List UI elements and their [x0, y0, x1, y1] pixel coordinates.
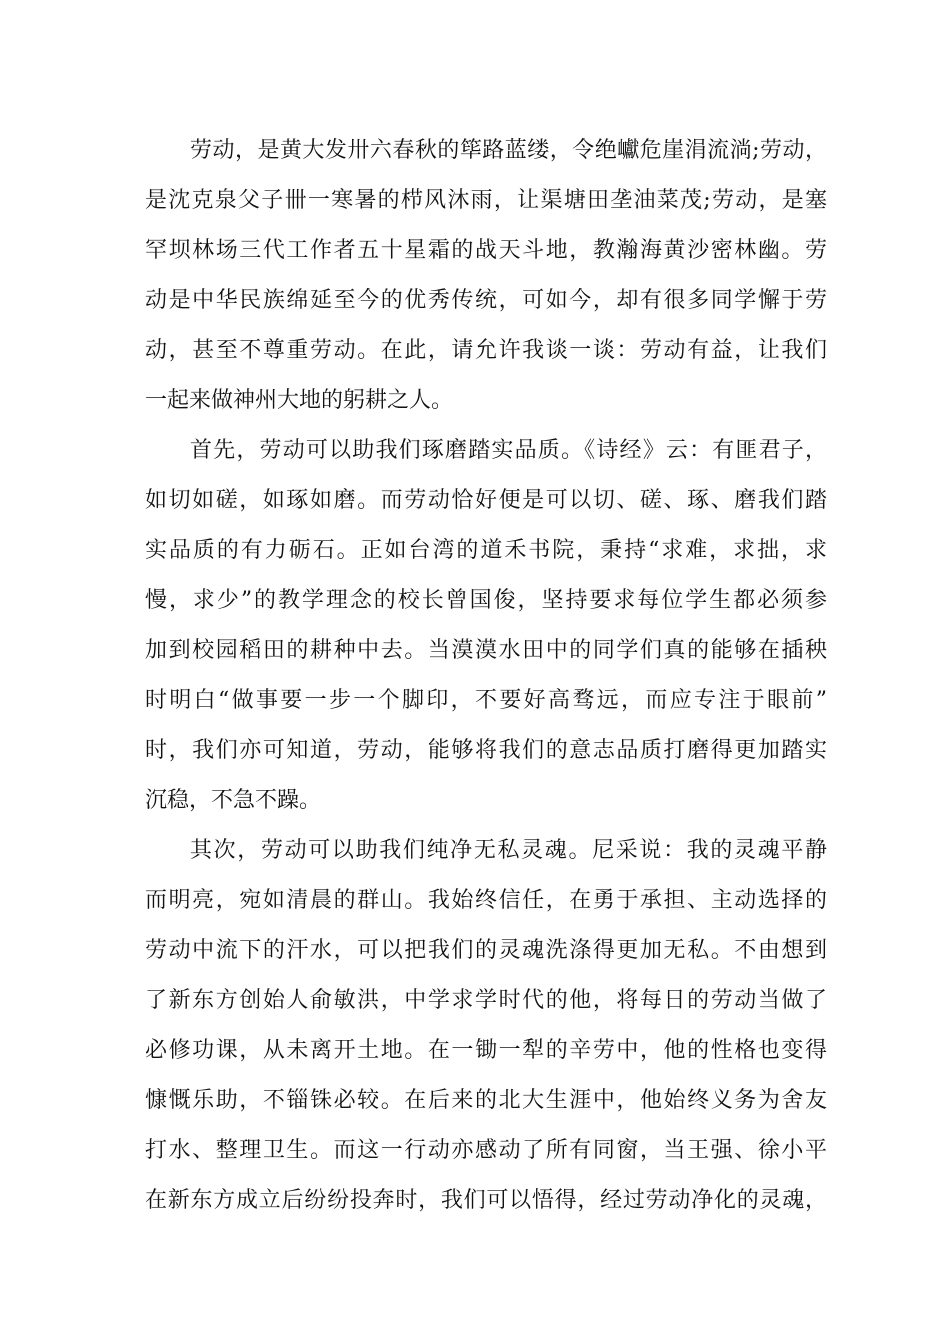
text-line: 慢，求少”的教学理念的校长曾国俊，坚持要求每位学生都必须参 — [145, 588, 827, 613]
text-line: 劳动中流下的汗水，可以把我们的灵魂洗涤得更加无私。不由想到 — [145, 938, 827, 963]
text-line: 而明亮，宛如清晨的群山。我始终信任，在勇于承担、主动选择的 — [145, 888, 827, 913]
text-line: 沉稳，不急不躁。 — [145, 788, 322, 813]
text-line: 时，我们亦可知道，劳动，能够将我们的意志品质打磨得更加踏实 — [145, 738, 827, 763]
text-line: 动是中华民族绵延至今的优秀传统，可如今，却有很多同学懈于劳 — [145, 288, 827, 313]
text-line: 如切如磋，如琢如磨。而劳动恰好便是可以切、磋、琢、磨我们踏 — [145, 488, 827, 513]
text-line: 在新东方成立后纷纷投奔时，我们可以悟得，经过劳动净化的灵魂， — [145, 1188, 827, 1213]
text-line: 实品质的有力砺石。正如台湾的道禾书院，秉持“求难，求拙，求 — [145, 538, 827, 563]
text-line: 首先，劳动可以助我们琢磨踏实品质。《诗经》云：有匪君子， — [190, 438, 827, 463]
text-line: 时明白“做事要一步一个脚印，不要好高骛远，而应专注于眼前” — [145, 688, 827, 713]
text-line: 动，甚至不尊重劳动。在此，请允许我谈一谈：劳动有益，让我们 — [145, 338, 827, 363]
text-line: 一起来做神州大地的躬耕之人。 — [145, 388, 454, 413]
text-line: 打水、整理卫生。而这一行动亦感动了所有同窗，当王强、徐小平 — [145, 1138, 827, 1163]
text-line: 必修功课，从未离开土地。在一锄一犁的辛劳中，他的性格也变得 — [145, 1038, 827, 1063]
text-line: 劳动，是黄大发卅六春秋的筚路蓝缕，令绝巘危崖涓流淌;劳动， — [190, 138, 827, 163]
text-line: 慷慨乐助，不锱铢必较。在后来的北大生涯中，他始终义务为舍友 — [145, 1088, 827, 1113]
text-line: 罕坝林场三代工作者五十星霜的战天斗地，教瀚海黄沙密林幽。劳 — [145, 238, 827, 263]
text-line: 加到校园稻田的耕种中去。当漠漠水田中的同学们真的能够在插秧 — [145, 638, 827, 663]
text-line: 其次，劳动可以助我们纯净无私灵魂。尼采说：我的灵魂平静 — [190, 838, 827, 863]
text-line: 了新东方创始人俞敏洪，中学求学时代的他，将每日的劳动当做了 — [145, 988, 827, 1013]
text-line: 是沈克泉父子卌一寒暑的栉风沐雨，让渠塘田垄油菜茂;劳动，是塞 — [145, 188, 827, 213]
